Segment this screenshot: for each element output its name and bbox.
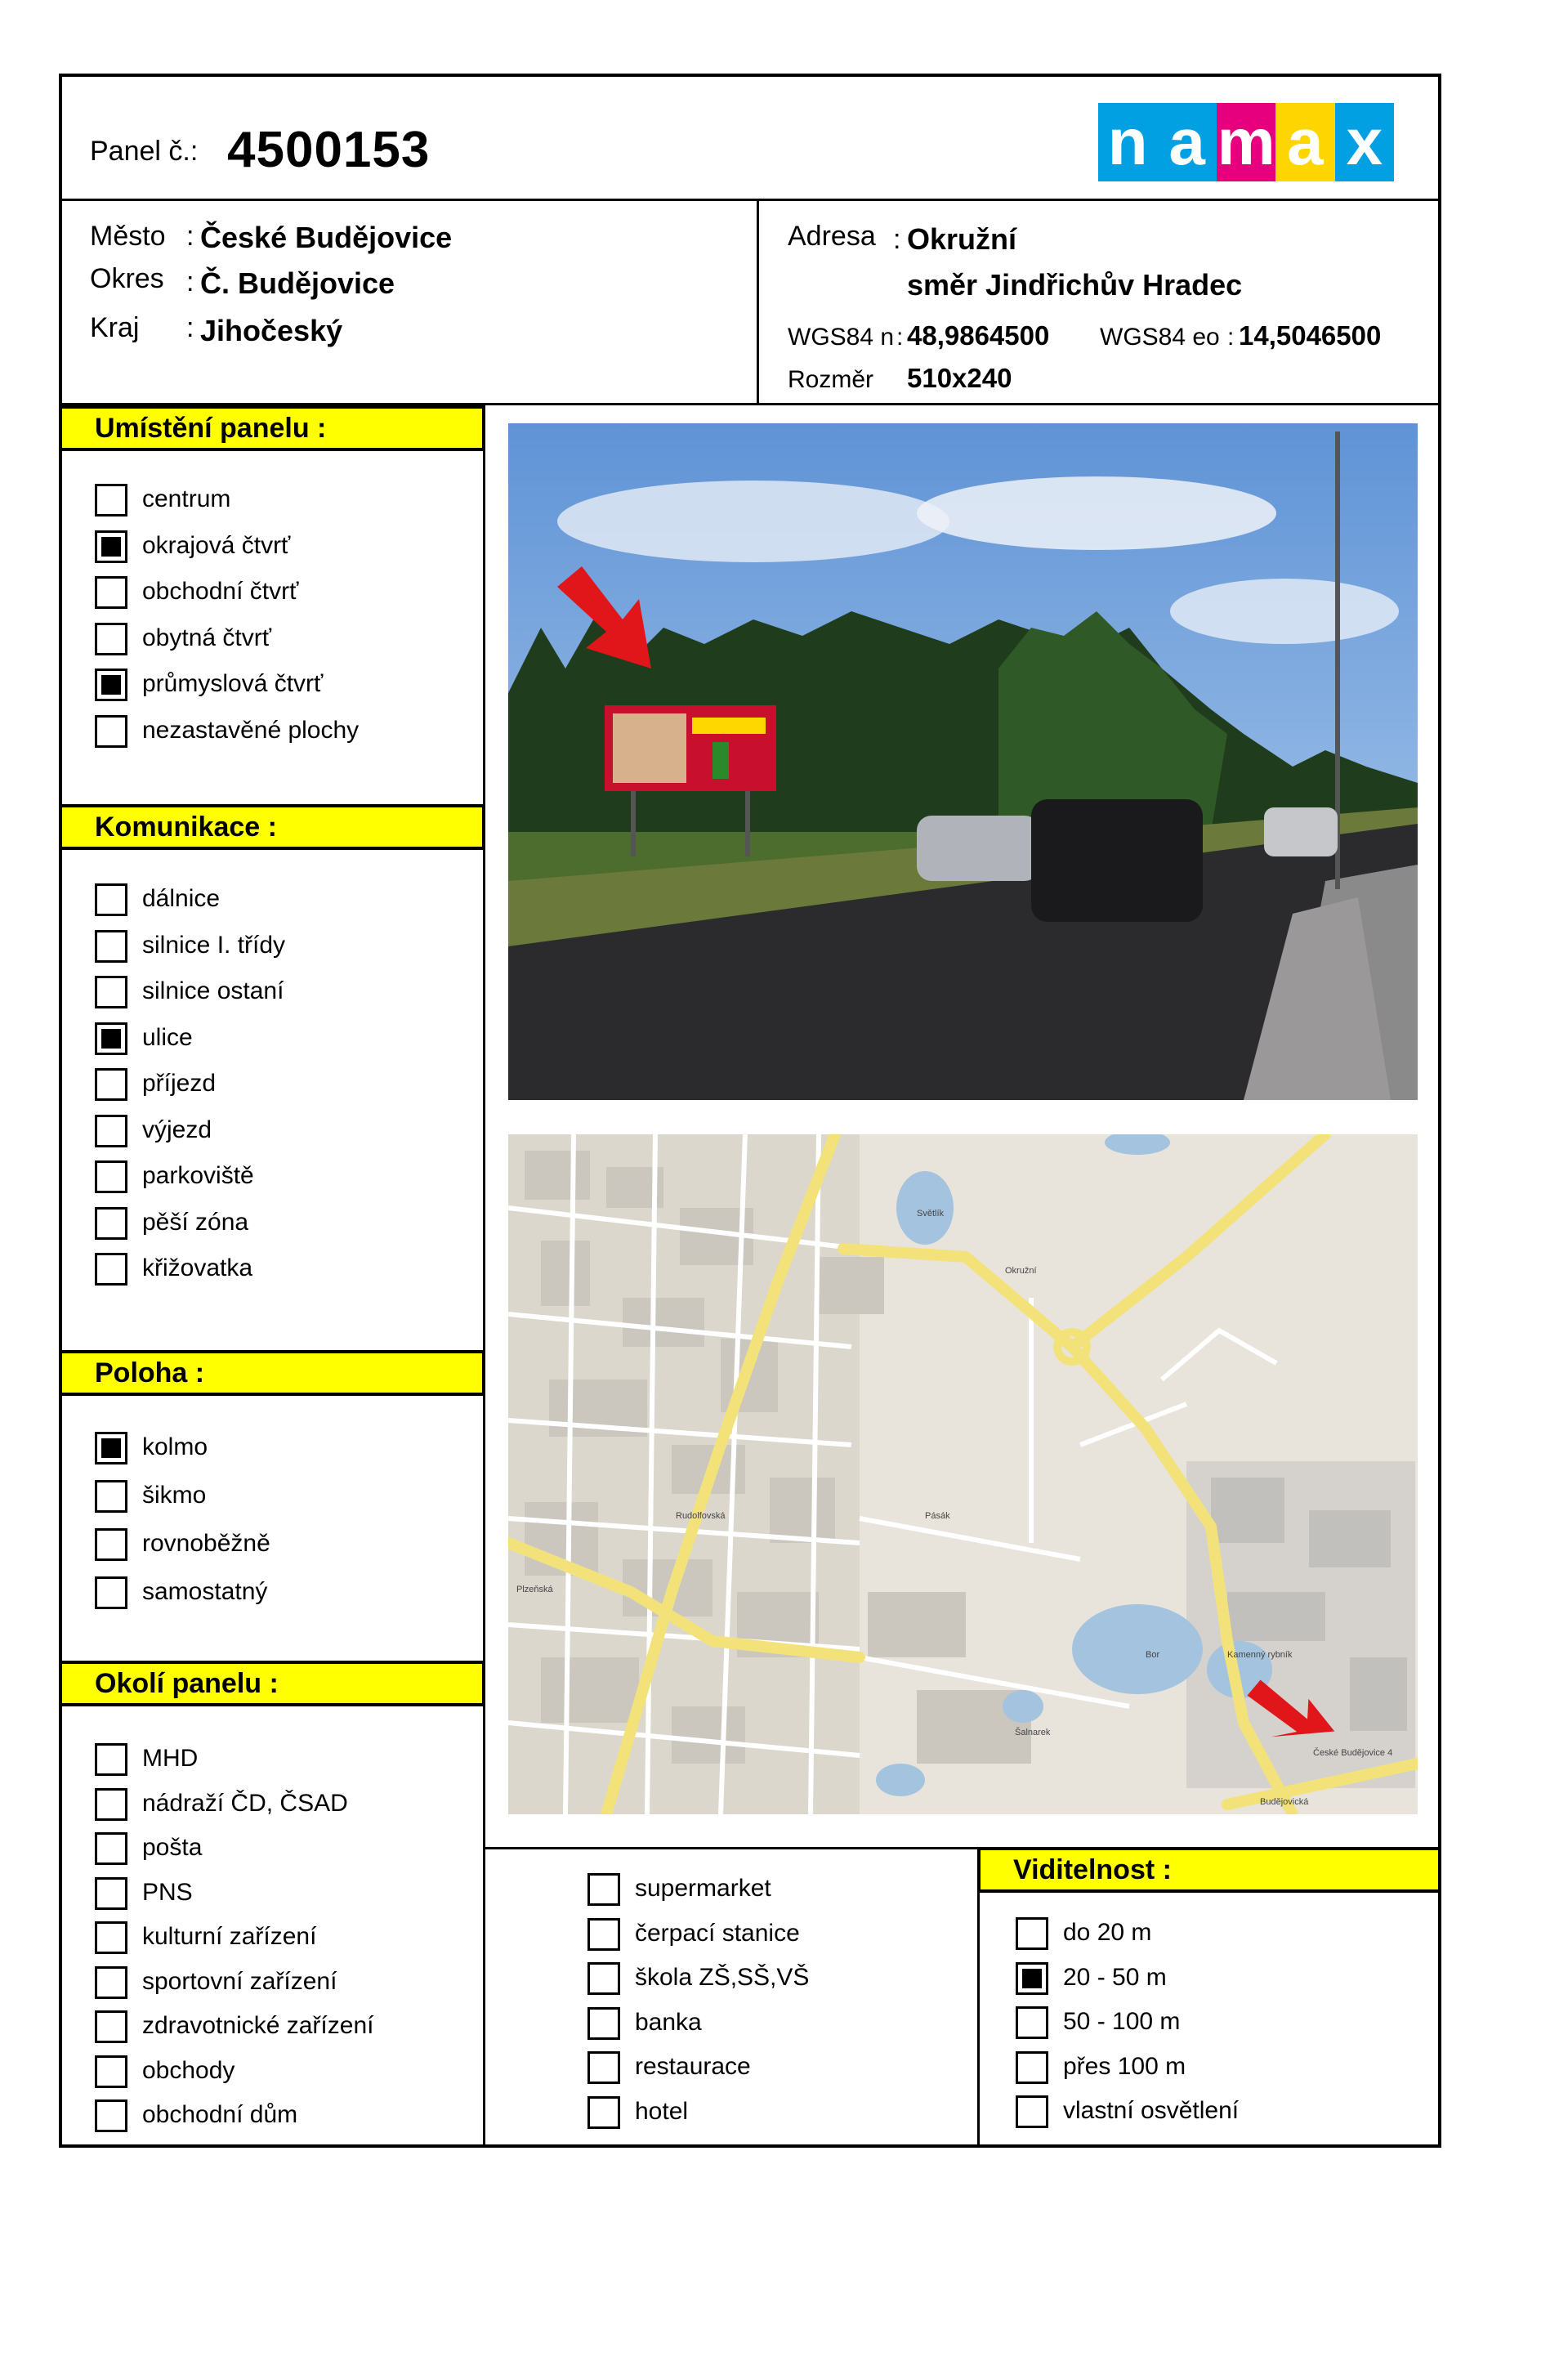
logo-letter: m bbox=[1217, 103, 1275, 181]
checkbox-label: příjezd bbox=[142, 1070, 217, 1097]
colon: : bbox=[186, 266, 194, 297]
rozmer-value: 510x240 bbox=[907, 363, 1012, 393]
adresa-line2: směr Jindřichův Hradec bbox=[907, 268, 1243, 302]
checkbox-label: do 20 m bbox=[1063, 1919, 1152, 1946]
map-label-ceske-budejovice: České Budějovice 4 bbox=[1313, 1748, 1393, 1758]
location-map bbox=[508, 1134, 1418, 1814]
map-label-bor: Bor bbox=[1146, 1650, 1160, 1660]
checkbox[interactable] bbox=[95, 1160, 127, 1193]
checkbox-label: přes 100 m bbox=[1063, 2052, 1186, 2080]
checkbox[interactable] bbox=[95, 1068, 127, 1101]
header-divider bbox=[59, 199, 1441, 201]
checkbox[interactable] bbox=[95, 1921, 127, 1954]
checkbox-label: křižovatka bbox=[142, 1254, 253, 1281]
checkbox[interactable] bbox=[95, 1432, 127, 1464]
map-label-pasak: Pásák bbox=[925, 1511, 950, 1521]
umisteni-header: Umístění panelu : bbox=[59, 405, 485, 451]
checkbox[interactable] bbox=[1016, 1962, 1048, 1995]
checkbox-label: šikmo bbox=[142, 1482, 207, 1509]
checkbox[interactable] bbox=[95, 715, 127, 748]
checkbox-label: banka bbox=[635, 2008, 702, 2036]
checkbox-label: pěší zóna bbox=[142, 1208, 249, 1236]
map-label-kamenny: Kamenný rybník bbox=[1227, 1650, 1293, 1660]
checkbox[interactable] bbox=[1016, 2006, 1048, 2039]
map-label-salnarek: Šalnarek bbox=[1015, 1728, 1051, 1737]
adresa-label: Adresa bbox=[788, 221, 876, 252]
map-label-budejovicka: Budějovická bbox=[1260, 1797, 1309, 1807]
checkbox-label: PNS bbox=[142, 1878, 193, 1906]
wgs-n-label: WGS84 n bbox=[788, 324, 895, 351]
map-label-svetlik: Světlík bbox=[917, 1209, 945, 1219]
logo-letter: n bbox=[1098, 103, 1157, 181]
checkbox-label: parkoviště bbox=[142, 1162, 254, 1189]
komunikace-header: Komunikace : bbox=[59, 804, 485, 850]
checkbox-label: rovnoběžně bbox=[142, 1530, 270, 1557]
checkbox-label: kolmo bbox=[142, 1433, 208, 1460]
panel-number: 4500153 bbox=[227, 122, 431, 178]
checkbox-label: nezastavěné plochy bbox=[142, 716, 360, 744]
checkbox[interactable] bbox=[95, 2055, 127, 2088]
checkbox[interactable] bbox=[95, 484, 127, 516]
checkbox[interactable] bbox=[95, 1788, 127, 1821]
logo-letter: x bbox=[1335, 103, 1394, 181]
checkbox-label: kulturní zařízení bbox=[142, 1923, 317, 1950]
checkbox[interactable] bbox=[95, 1877, 127, 1910]
checkbox-label: hotel bbox=[635, 2097, 689, 2125]
checkbox-label: vlastní osvětlení bbox=[1063, 2097, 1240, 2124]
poloha-header: Poloha : bbox=[59, 1350, 485, 1396]
map-label-plzenska: Plzeňská bbox=[516, 1585, 553, 1594]
checkbox[interactable] bbox=[587, 1873, 620, 1906]
checkbox[interactable] bbox=[587, 2051, 620, 2084]
checkbox-label: sportovní zařízení bbox=[142, 1967, 337, 1995]
left-column-divider bbox=[483, 403, 485, 2148]
checkbox[interactable] bbox=[587, 2096, 620, 2129]
checkbox-label: 20 - 50 m bbox=[1063, 1963, 1167, 1991]
checkbox[interactable] bbox=[95, 930, 127, 963]
checkbox-label: obchody bbox=[142, 2056, 235, 2084]
checkbox-label: obytná čtvrť bbox=[142, 624, 271, 651]
map-label-okruzni: Okružní bbox=[1005, 1266, 1037, 1276]
checkbox[interactable] bbox=[95, 2099, 127, 2132]
viditelnost-header: Viditelnost : bbox=[977, 1847, 1441, 1893]
checkbox-label: MHD bbox=[142, 1745, 199, 1772]
rozmer-label: Rozměr bbox=[788, 366, 874, 393]
kraj-label: Kraj bbox=[90, 312, 140, 343]
checkbox-label: obchodní čtvrť bbox=[142, 578, 299, 605]
mesto-value: České Budějovice bbox=[200, 221, 453, 254]
checkbox[interactable] bbox=[587, 1918, 620, 1951]
checkbox[interactable] bbox=[1016, 2095, 1048, 2128]
checkbox-label: nádraží ČD, ČSAD bbox=[142, 1789, 348, 1817]
adresa-value: Okružní bbox=[907, 222, 1017, 256]
checkbox[interactable] bbox=[95, 1576, 127, 1609]
wgs-n-value: 48,9864500 bbox=[907, 320, 1050, 351]
colon: : bbox=[893, 224, 901, 255]
checkbox-label: supermarket bbox=[635, 1875, 771, 1902]
map-label-rudolfovska: Rudolfovská bbox=[676, 1511, 726, 1521]
panel-label: Panel č.: bbox=[90, 136, 199, 167]
checkbox[interactable] bbox=[1016, 2051, 1048, 2084]
wgs-e-value: 14,5046500 bbox=[1239, 320, 1382, 351]
logo-letter: a bbox=[1275, 103, 1334, 181]
checkbox[interactable] bbox=[95, 623, 127, 655]
checkbox[interactable] bbox=[1016, 1917, 1048, 1950]
checkbox-label: 50 - 100 m bbox=[1063, 2008, 1181, 2035]
kraj-value: Jihočeský bbox=[200, 314, 343, 347]
billboard-photo bbox=[508, 423, 1418, 1100]
checkbox-label: samostatný bbox=[142, 1578, 268, 1605]
checkbox[interactable] bbox=[95, 1022, 127, 1055]
checkbox[interactable] bbox=[95, 530, 127, 563]
wgs-e-label: WGS84 eo bbox=[1100, 324, 1220, 351]
checkbox-label: obchodní dům bbox=[142, 2101, 298, 2128]
checkbox-label: zdravotnické zařízení bbox=[142, 2012, 374, 2039]
checkbox-label: průmyslová čtvrť bbox=[142, 670, 324, 697]
checkbox[interactable] bbox=[95, 576, 127, 609]
checkbox-label: dálnice bbox=[142, 885, 221, 912]
colon: : bbox=[896, 324, 904, 351]
checkbox-label: výjezd bbox=[142, 1116, 212, 1143]
checkbox[interactable] bbox=[95, 883, 127, 916]
checkbox-label: silnice I. třídy bbox=[142, 931, 286, 959]
checkbox[interactable] bbox=[95, 1115, 127, 1147]
okoli-header: Okolí panelu : bbox=[59, 1661, 485, 1706]
checkbox[interactable] bbox=[95, 2010, 127, 2043]
checkbox[interactable] bbox=[95, 1966, 127, 1999]
checkbox-label: centrum bbox=[142, 485, 231, 512]
checkbox-label: škola ZŠ,SŠ,VŠ bbox=[635, 1964, 810, 1991]
colon: : bbox=[186, 312, 194, 343]
okres-value: Č. Budějovice bbox=[200, 266, 395, 300]
checkbox-label: pošta bbox=[142, 1834, 203, 1861]
checkbox[interactable] bbox=[95, 1480, 127, 1513]
okres-label: Okres bbox=[90, 263, 164, 294]
checkbox-label: restaurace bbox=[635, 2053, 751, 2080]
checkbox[interactable] bbox=[95, 1743, 127, 1776]
checkbox-label: ulice bbox=[142, 1023, 193, 1051]
checkbox[interactable] bbox=[587, 1962, 620, 1995]
checkbox[interactable] bbox=[95, 1207, 127, 1240]
checkbox[interactable] bbox=[95, 1253, 127, 1286]
document-frame bbox=[59, 74, 1441, 2148]
mesto-label: Město bbox=[90, 221, 166, 252]
checkbox-label: silnice ostaní bbox=[142, 977, 284, 1004]
colon: : bbox=[1227, 324, 1235, 351]
checkbox[interactable] bbox=[95, 1528, 127, 1561]
checkbox[interactable] bbox=[95, 669, 127, 701]
logo-letter: a bbox=[1157, 103, 1216, 181]
namax-logo bbox=[1098, 103, 1394, 181]
checkbox[interactable] bbox=[587, 2007, 620, 2040]
checkbox[interactable] bbox=[95, 1832, 127, 1865]
info-divider bbox=[757, 199, 759, 403]
checkbox-label: okrajová čtvrť bbox=[142, 531, 291, 559]
colon: : bbox=[186, 221, 194, 252]
checkbox[interactable] bbox=[95, 976, 127, 1008]
checkbox-label: čerpací stanice bbox=[635, 1919, 800, 1947]
